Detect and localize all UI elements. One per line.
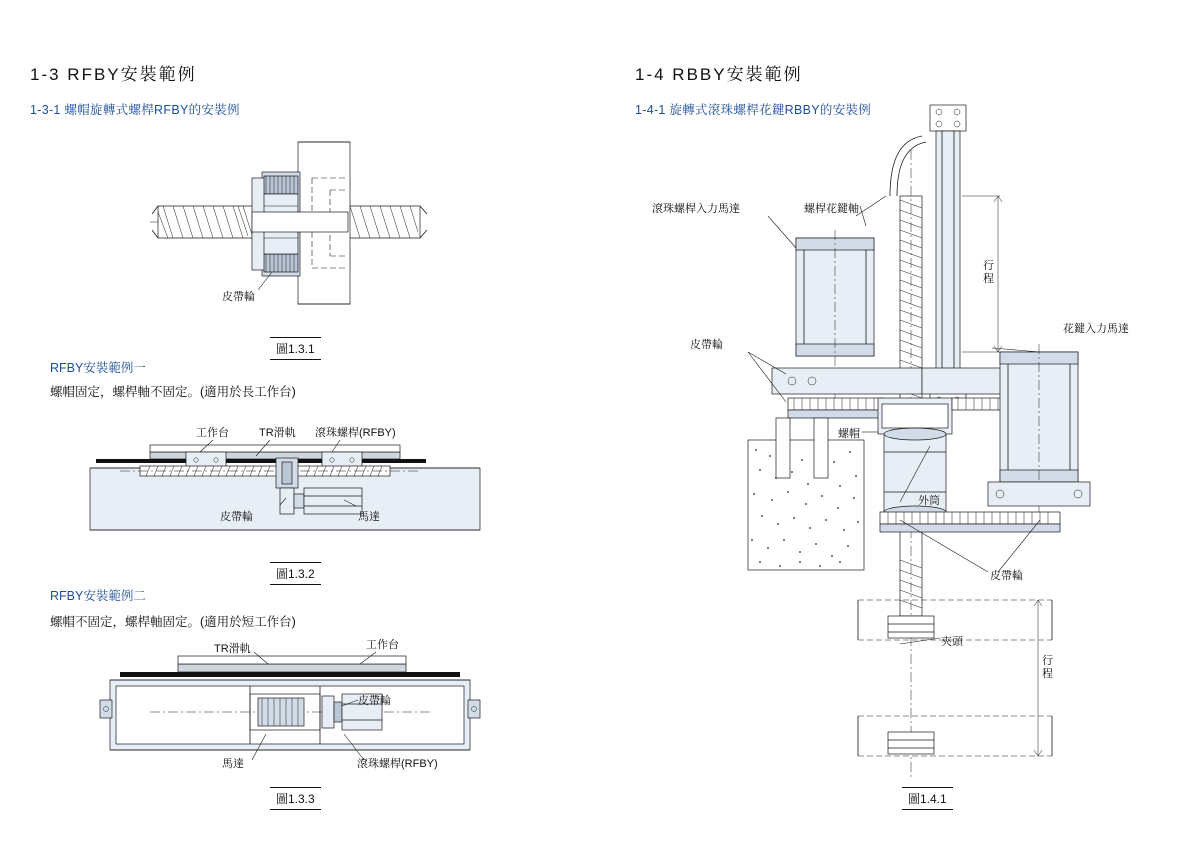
label-ballscrew-input-motor: 滾珠螺桿入力馬達 bbox=[652, 203, 740, 215]
left-section-subheading: 1-3-1 螺帽旋轉式螺桿RFBY的安裝例 bbox=[30, 103, 240, 117]
left-section-heading: 1-3 RFBY安裝範例 bbox=[30, 65, 197, 84]
label-worktable-fig133: 工作台 bbox=[366, 639, 399, 651]
label-belt-pulley-upper: 皮帶輪 bbox=[690, 339, 723, 351]
figure-caption-1-3-1: 圖1.3.1 bbox=[270, 337, 321, 360]
right-section-subheading: 1-4-1 旋轉式滾珠螺桿花鍵RBBY的安裝例 bbox=[635, 103, 872, 117]
label-spline-input-motor: 花鍵入力馬達 bbox=[1063, 323, 1129, 335]
figure-caption-1-4-1: 圖1.4.1 bbox=[902, 787, 953, 810]
example-2-title: RFBY安裝範例二 bbox=[50, 589, 146, 603]
right-section-heading: 1-4 RBBY安裝範例 bbox=[635, 65, 803, 84]
label-motor-fig132: 馬達 bbox=[358, 511, 380, 523]
label-stroke-upper: 行程 bbox=[983, 260, 994, 285]
label-ballscrew-fig132: 滾珠螺桿(RFBY) bbox=[315, 427, 396, 439]
label-belt-pulley-fig132: 皮帶輪 bbox=[220, 511, 253, 523]
example-2-description: 螺帽不固定，螺桿軸固定。(適用於短工作台) bbox=[50, 615, 296, 629]
label-belt-pulley-fig131: 皮帶輪 bbox=[222, 291, 255, 303]
label-worktable-fig132: 工作台 bbox=[196, 427, 229, 439]
label-nut: 螺帽 bbox=[838, 428, 860, 440]
label-tr-rail-fig133: TR滑軌 bbox=[214, 643, 251, 655]
label-belt-pulley-lower: 皮帶輪 bbox=[990, 570, 1023, 582]
example-1-description: 螺帽固定，螺桿軸不固定。(適用於長工作台) bbox=[50, 385, 296, 399]
figure-caption-1-3-2: 圖1.3.2 bbox=[270, 562, 321, 585]
label-outer-cylinder: 外筒 bbox=[918, 495, 940, 507]
label-motor-fig133: 馬達 bbox=[222, 758, 244, 770]
right-column bbox=[600, 0, 1200, 850]
figure-1-4-1-drawing bbox=[600, 0, 1200, 850]
label-screw-spline-shaft: 螺桿花鍵軸 bbox=[804, 203, 859, 215]
figure-caption-1-3-3: 圖1.3.3 bbox=[270, 787, 321, 810]
label-belt-pulley-fig133: 皮帶輪 bbox=[358, 695, 391, 707]
label-chuck: 夾頭 bbox=[941, 636, 963, 648]
example-1-title: RFBY安裝範例一 bbox=[50, 361, 146, 375]
label-tr-rail-fig132: TR滑軌 bbox=[259, 427, 296, 439]
label-stroke-lower: 行程 bbox=[1042, 655, 1053, 680]
label-ballscrew-fig133: 滾珠螺桿(RFBY) bbox=[357, 758, 438, 770]
